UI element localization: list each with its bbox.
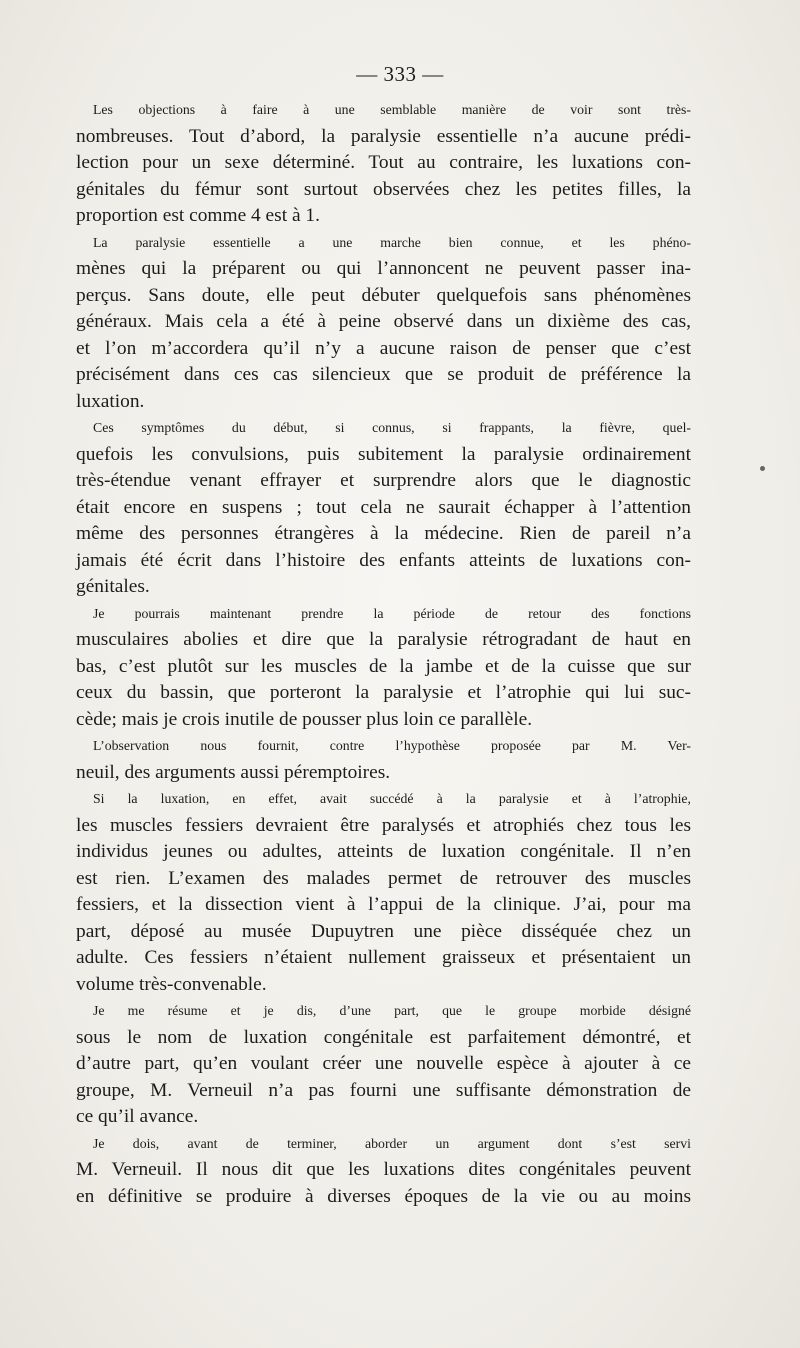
body-text (76, 97, 691, 1210)
text-line: les muscles fessiers devraient être paralysés et atrophiés chez tous les (76, 814, 691, 836)
text-line: lection pour un sexe déterminé. Tout au contraire, les luxations con- (76, 152, 691, 173)
text-line: part, déposé au musée Dupuytren une pièce disséquée chez un (76, 920, 691, 942)
text-line: quefois les convulsions, puis subitement la paralysie ordinairement (76, 443, 691, 465)
text-line: même des personnes étrangères à la médecine. Rien de pareil n’a (76, 523, 691, 544)
text-line: ce qu’il avance. (76, 1106, 199, 1127)
text-line: Je pourrais maintenant prendre la période de retour des fonctions (93, 605, 691, 621)
text-line: musculaires abolies et dire que la paralysie rétrogradant de haut en (76, 629, 691, 650)
text-line: individus jeunes ou adultes, atteints de luxation congénitale. Il n’en (76, 841, 691, 862)
text-line: mènes qui la préparent ou qui l’annoncent ne peuvent passer ina- (76, 258, 691, 279)
ink-speck (760, 466, 765, 471)
text-line: généraux. Mais cela a été à peine observé dans un dixième des cas, (76, 311, 691, 332)
text-line: était encore en suspens ; tout cela ne saurait échapper à l’attention (76, 496, 691, 518)
text-line: M. Verneuil. Il nous dit que les luxations dites congénitales peuvent (76, 1159, 691, 1180)
text-line: La paralysie essentielle a une marche bien connue, et les phéno- (93, 234, 691, 250)
text-line: nombreuses. Tout d’abord, la paralysie essentielle n’a aucune prédi- (76, 125, 691, 147)
text-line: génitales. (76, 576, 150, 597)
text-line: sous le nom de luxation congénitale est parfaitement démontré, et (76, 1026, 691, 1048)
text-line: précisément dans ces cas silencieux que se produit de préférence la (76, 364, 691, 385)
text-line: Les objections à faire à une semblable manière de voir sont très- (93, 102, 691, 117)
text-line: très-étendue venant effrayer et surprendre alors que le diagnostic (76, 470, 691, 491)
text-line: adulte. Ces fessiers n’étaient nullement graisseux et présentaient un (76, 947, 691, 968)
text-line: cède; mais je crois inutile de pousser plus loin ce parallèle. (76, 708, 533, 730)
text-line: perçus. Sans doute, elle peut débuter quelquefois sans phénomènes (76, 284, 691, 306)
text-line: et l’on m’accordera qu’il n’y a aucune raison de penser que c’est (76, 337, 691, 359)
text-line: groupe, M. Verneuil n’a pas fourni une suffisante démonstration de (76, 1079, 691, 1101)
text-line: neuil, des arguments aussi péremptoires. (76, 761, 391, 783)
text-line: L’observation nous fournit, contre l’hypothèse proposée par M. Ver- (93, 738, 691, 753)
text-line: Si la luxation, en effet, avait succédé à la paralysie et à l’atrophie, (93, 791, 691, 806)
text-line: d’autre part, qu’en voulant créer une nouvelle espèce à ajouter à ce (76, 1053, 691, 1074)
text-line: bas, c’est plutôt sur les muscles de la jambe et de la cuisse que sur (76, 655, 691, 677)
text-line: Je dois, avant de terminer, aborder un argument dont s’est servi (93, 1135, 691, 1151)
text-line: en définitive se produire à diverses époques de la vie ou au moins (76, 1185, 691, 1207)
text-line: Je me résume et je dis, d’une part, que le groupe morbide désigné (93, 1003, 691, 1018)
text-line: génitales du fémur sont surtout observées chez les petites filles, la (76, 178, 691, 200)
text-line: fessiers, et la dissection vient à l’appui de la clinique. J’ai, pour ma (76, 894, 691, 915)
text-line: proportion est comme 4 est à 1. (76, 205, 320, 226)
text-line: jamais été écrit dans l’histoire des enfants atteints de luxations con- (76, 549, 691, 571)
text-line: ceux du bassin, que porteront la paralysie et l’atrophie qui lui suc- (76, 682, 691, 703)
text-line: luxation. (76, 390, 145, 412)
text-line: est rien. L’examen des malades permet de retrouver des muscles (76, 867, 691, 889)
page-number: — 333 — (356, 62, 444, 86)
text-line: volume très-convenable. (76, 973, 267, 995)
text-line: Ces symptômes du début, si connus, si frappants, la fièvre, quel- (93, 420, 691, 435)
